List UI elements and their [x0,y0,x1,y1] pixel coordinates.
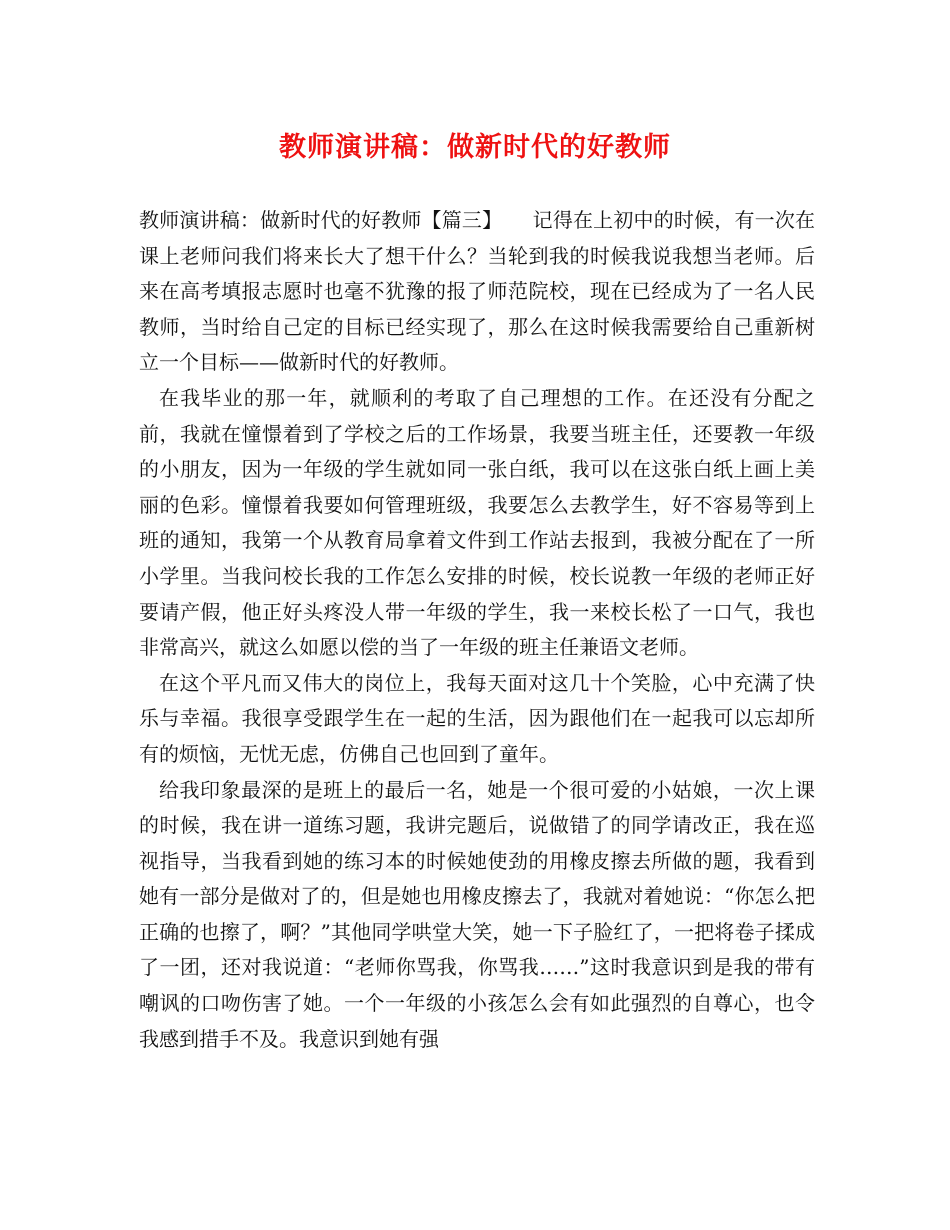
paragraph-3: 在这个平凡而又伟大的岗位上，我每天面对这几十个笑脸，心中充满了快乐与幸福。我很享受跟学生在一起的生活，因为跟他们在一起我可以忘却所有的烦恼，无忧无虑，仿佛自己也回到了童年。 [139,670,815,766]
paragraph-4: 给我印象最深的是班上的最后一名，她是一个很可爱的小姑娘，一次上课的时候，我在讲一道练习题，我讲完题后，说做错了的同学请改正，我在巡视指导，当我看到她的练习本的时候她使劲的用橡皮擦去所做的题，我看到她有一部分是做对了的，但是她也用橡皮擦去了，我就对着她说：“你怎么把正确的也擦了，啊？”其他同学哄堂大笑，她一下子脸红了，一把将卷子揉成了一团，还对我说道：“老师你骂我，你骂我……”这时我意识到是我的带有嘲讽的口吻伤害了她。一个一年级的小孩怎么会有如此强烈的自尊心，也令我感到措手不及。我意识到她有强 [139,777,815,1051]
paragraph-2: 在我毕业的那一年，就顺利的考取了自己理想的工作。在还没有分配之前，我就在憧憬着到了学校之后的工作场景，我要当班主任，还要教一年级的小朋友，因为一年级的学生就如同一张白纸，我可以在这张白纸上画上美丽的色彩。憧憬着我要如何管理班级，我要怎么去教学生，好不容易等到上班的通知，我第一个从教育局拿着文件到工作站去报到，我被分配在了一所小学里。当我问校长我的工作怎么安排的时候，校长说教一年级的老师正好要请产假，他正好头疼没人带一年级的学生，我一来校长松了一口气，我也非常高兴，就这么如愿以偿的当了一年级的班主任兼语文老师。 [139,385,815,660]
paragraph-1: 教师演讲稿：做新时代的好教师【篇三】 记得在上初中的时候，有一次在课上老师问我们将来长大了想干什么？当轮到我的时候我说我想当老师。后来在高考填报志愿时也毫不犹豫的报了师范院校，现在已经成为了一名人民教师，当时给自己定的目标已经实现了，那么在这时候我需要给自己重新树立一个目标——做新时代的好教师。 [139,208,815,375]
document-title: 教师演讲稿：做新时代的好教师 [279,132,671,163]
document-body [139,203,815,1057]
